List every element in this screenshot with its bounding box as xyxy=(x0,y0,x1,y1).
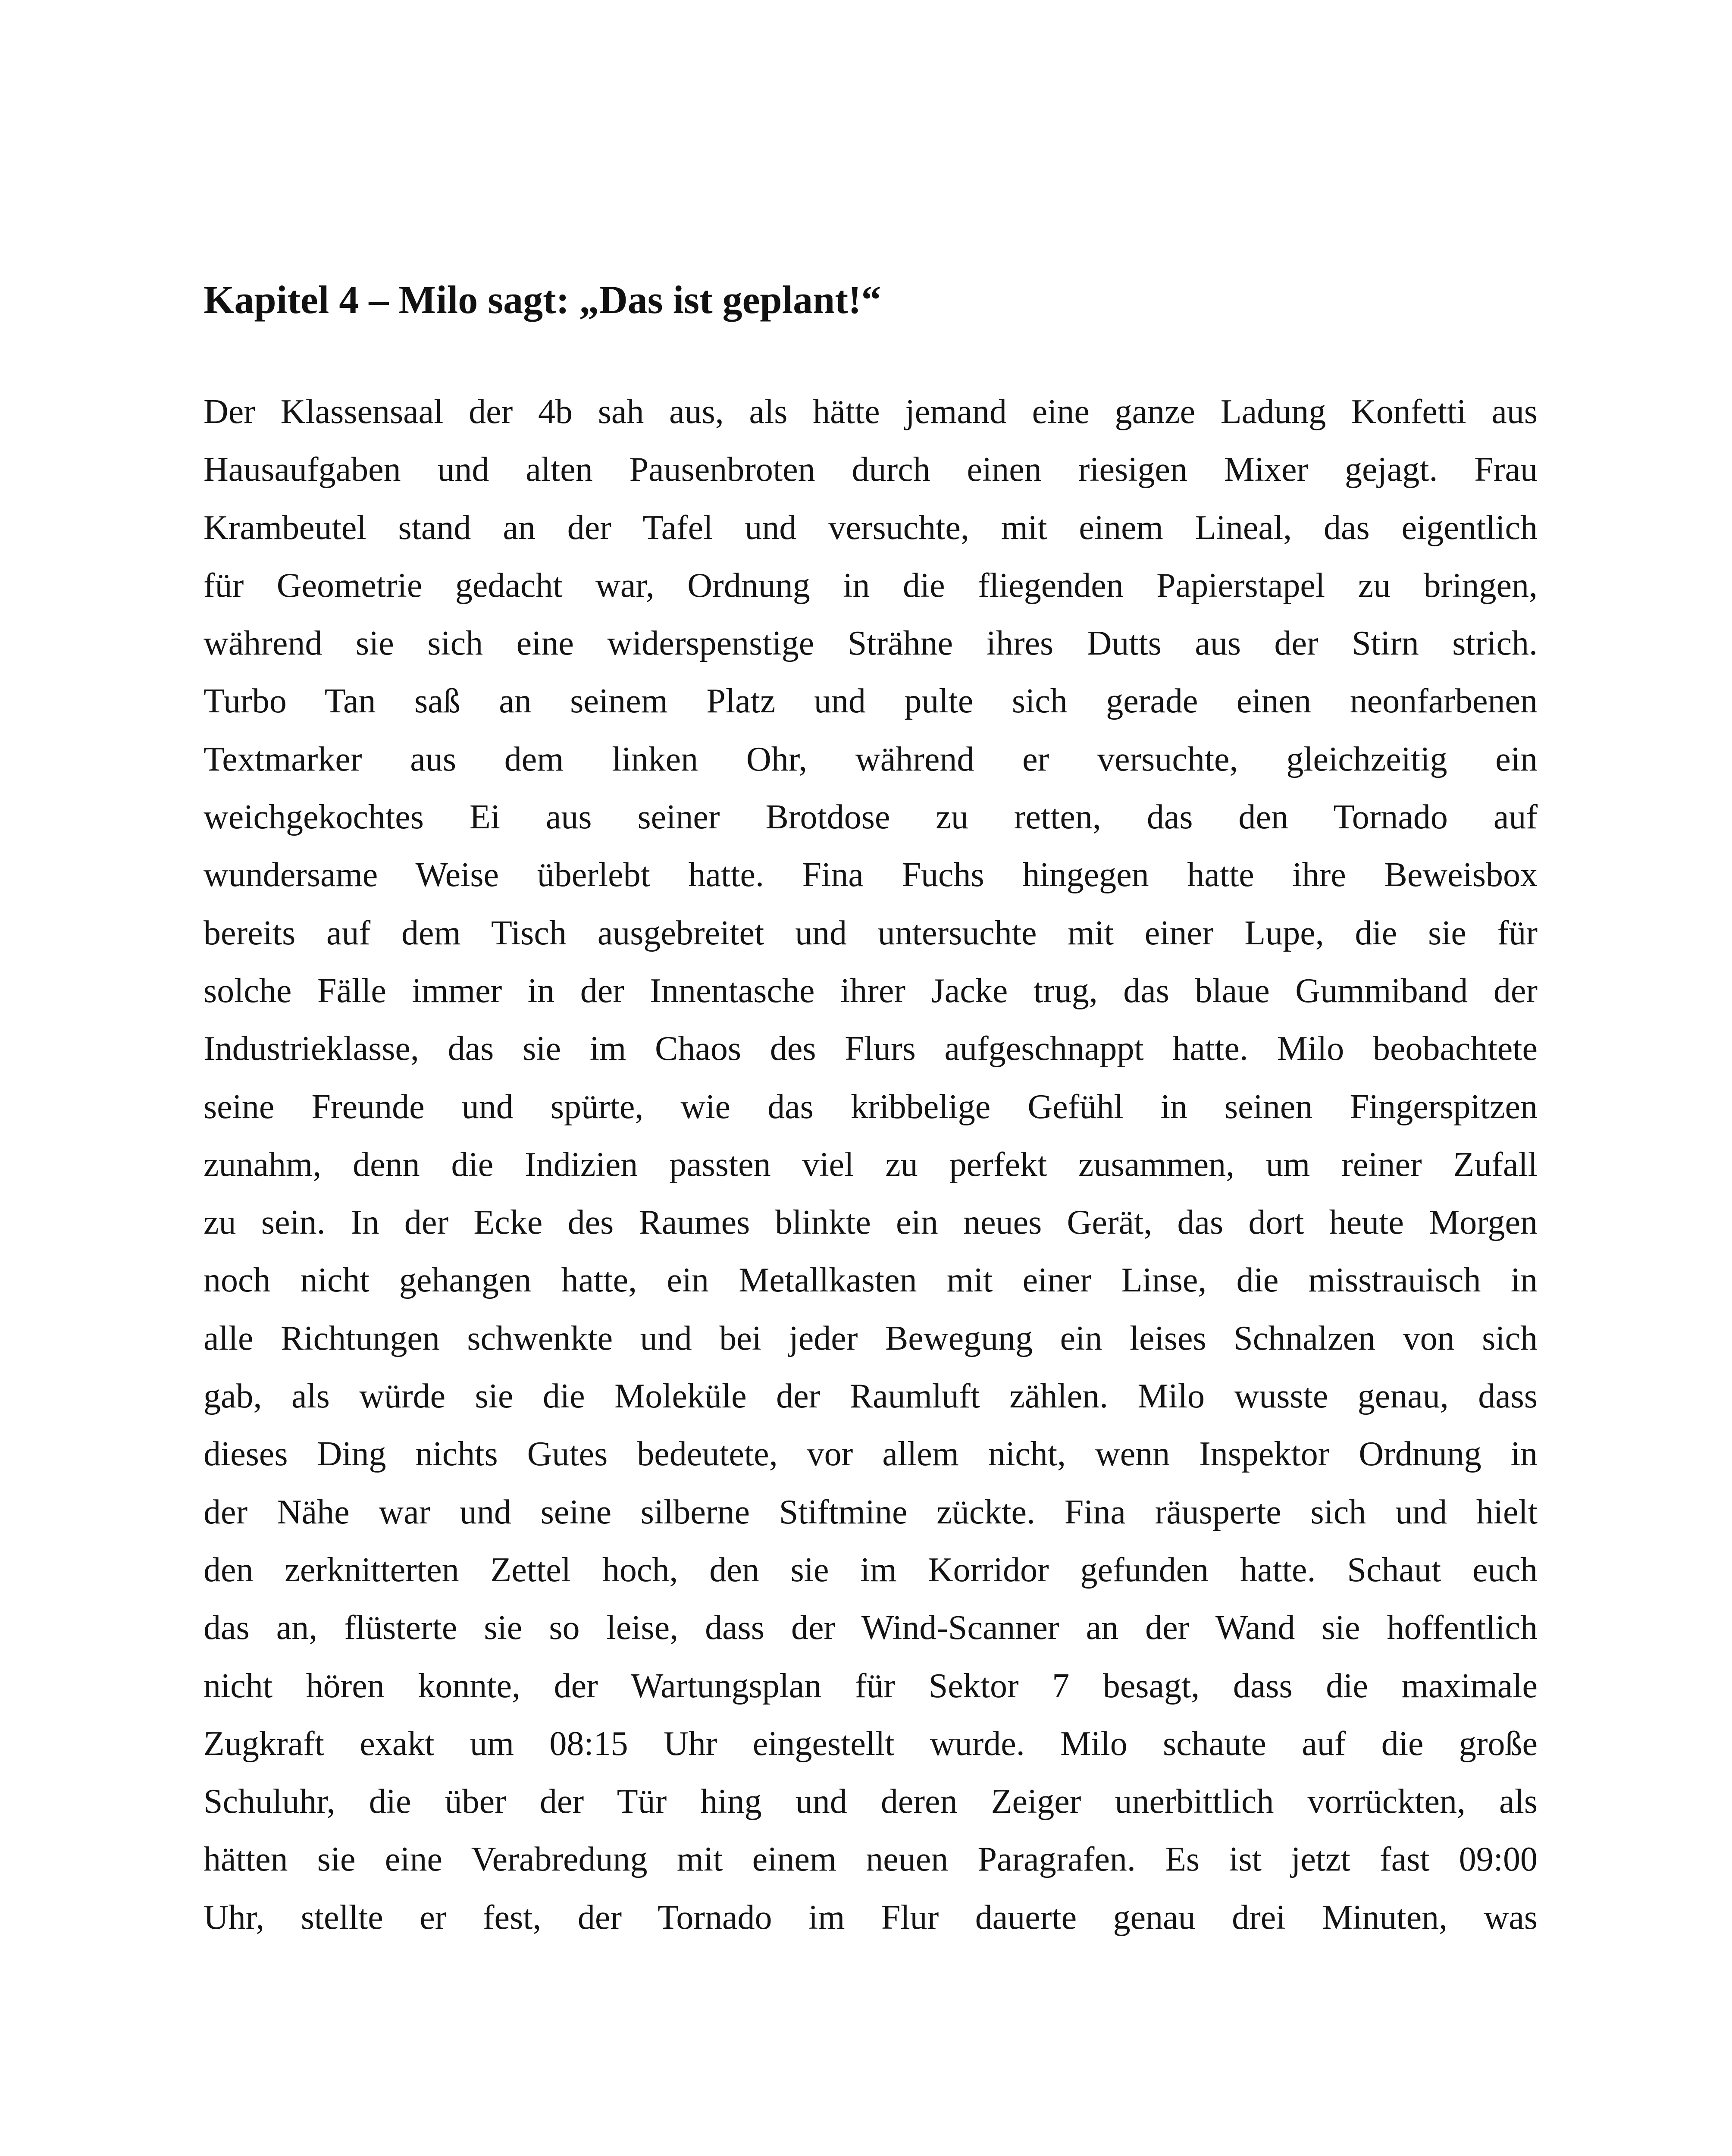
text-line: der Nähe war und seine silberne Stiftmine zückte. Fina räusperte sich und hielt xyxy=(204,1493,1538,1531)
text-line: Schuluhr, die über der Tür hing und deren Zeiger unerbittlich vorrückten, als xyxy=(204,1783,1538,1821)
text-line: wundersame Weise überlebt hatte. Fina Fuchs hingegen hatte ihre Beweisbox xyxy=(204,856,1538,894)
text-line: noch nicht gehangen hatte, ein Metallkasten mit einer Linse, die misstrauisch in xyxy=(204,1261,1538,1300)
text-line: alle Richtungen schwenkte und bei jeder Bewegung ein leises Schnalzen von sich xyxy=(204,1319,1538,1357)
body-paragraph xyxy=(204,383,1538,1946)
text-line: den zerknitterten Zettel hoch, den sie im Korridor gefunden hatte. Schaut euch xyxy=(204,1551,1538,1589)
text-line: Textmarker aus dem linken Ohr, während er versuchte, gleichzeitig ein xyxy=(204,740,1538,778)
text-line: Der Klassensaal der 4b sah aus, als hätte jemand eine ganze Ladung Konfetti aus xyxy=(204,393,1538,431)
text-line: während sie sich eine widerspenstige Strähne ihres Dutts aus der Stirn strich. xyxy=(204,624,1538,663)
text-line: für Geometrie gedacht war, Ordnung in die fliegenden Papierstapel zu bringen, xyxy=(204,566,1538,605)
text-line: solche Fälle immer in der Innentasche ihrer Jacke trug, das blaue Gummiband der xyxy=(204,971,1538,1010)
text-line: zunahm, denn die Indizien passten viel zu perfekt zusammen, um reiner Zufall xyxy=(204,1145,1538,1184)
text-line: zu sein. In der Ecke des Raumes blinkte ein neues Gerät, das dort heute Morgen xyxy=(204,1203,1538,1242)
chapter-title: Kapitel 4 – Milo sagt: „Das ist geplant!“ xyxy=(204,278,881,322)
text-line: nicht hören konnte, der Wartungsplan für Sektor 7 besagt, dass die maximale xyxy=(204,1667,1538,1705)
text-line: Krambeutel stand an der Tafel und versuchte, mit einem Lineal, das eigentlich xyxy=(204,508,1538,547)
text-line: das an, flüsterte sie so leise, dass der Wind-Scanner an der Wand sie hoffentlich xyxy=(204,1609,1538,1647)
text-line: Uhr, stellte er fest, der Tornado im Flur dauerte genau drei Minuten, was xyxy=(204,1898,1538,1937)
text-line: seine Freunde und spürte, wie das kribbelige Gefühl in seinen Fingerspitzen xyxy=(204,1087,1538,1126)
text-line: weichgekochtes Ei aus seiner Brotdose zu retten, das den Tornado auf xyxy=(204,798,1538,837)
text-line: hätten sie eine Verabredung mit einem neuen Paragrafen. Es ist jetzt fast 09:00 xyxy=(204,1840,1538,1879)
text-line: Zugkraft exakt um 08:15 Uhr eingestellt wurde. Milo schaute auf die große xyxy=(204,1724,1538,1763)
text-line: bereits auf dem Tisch ausgebreitet und untersuchte mit einer Lupe, die sie für xyxy=(204,914,1538,952)
text-line: Industrieklasse, das sie im Chaos des Flurs aufgeschnappt hatte. Milo beobachtete xyxy=(204,1030,1538,1068)
text-line: Hausaufgaben und alten Pausenbroten durch einen riesigen Mixer gejagt. Frau xyxy=(204,451,1538,489)
text-line: dieses Ding nichts Gutes bedeutete, vor allem nicht, wenn Inspektor Ordnung in xyxy=(204,1435,1538,1473)
text-line: gab, als würde sie die Moleküle der Raumluft zählen. Milo wusste genau, dass xyxy=(204,1377,1538,1416)
text-line: Turbo Tan saß an seinem Platz und pulte sich gerade einen neonfarbenen xyxy=(204,682,1538,721)
